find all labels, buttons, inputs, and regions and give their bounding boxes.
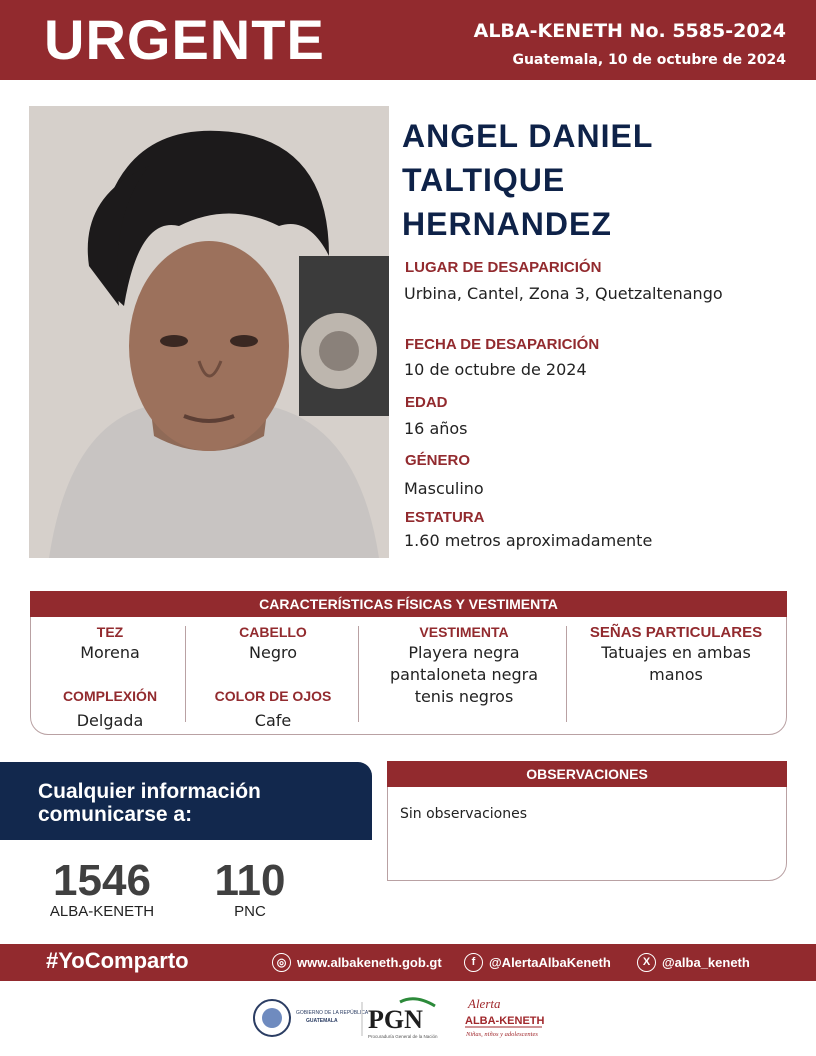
eye-color-value: Cafe bbox=[254, 711, 292, 730]
marks-line: Tatuajes en ambas bbox=[601, 643, 751, 662]
urgent-title: URGENTE bbox=[44, 8, 325, 71]
name-line: TALTIQUE bbox=[402, 162, 566, 198]
tez-label: TEZ bbox=[96, 624, 124, 640]
observations-title: OBSERVACIONES bbox=[387, 761, 787, 787]
person-name bbox=[402, 114, 802, 246]
distinguishing-marks-label: SEÑAS PARTICULARES bbox=[589, 624, 763, 641]
hair-label: CABELLO bbox=[239, 624, 307, 640]
column-divider bbox=[566, 626, 567, 722]
alerta-text: Alerta bbox=[468, 996, 501, 1011]
clothing-line: Playera negra bbox=[408, 643, 520, 662]
missing-person-photo bbox=[29, 106, 389, 558]
phone-pnc-label: PNC bbox=[234, 903, 266, 920]
alba-keneth-logo: ALBA-KENETH bbox=[465, 1015, 545, 1027]
pgn-sub: Procuraduría General de la Nación bbox=[368, 1034, 438, 1039]
height-value: 1.60 metros aproximadamente bbox=[404, 531, 653, 550]
contact-line: comunicarse a: bbox=[38, 803, 193, 826]
observations-text: Sin observaciones bbox=[400, 806, 528, 822]
sponsor-logos bbox=[250, 992, 550, 1044]
clothing-line: tenis negros bbox=[414, 687, 514, 706]
x-icon: X bbox=[637, 953, 656, 972]
contact-line: Cualquier información bbox=[38, 780, 261, 803]
portrait-illustration bbox=[29, 106, 389, 558]
gov-text-1: GOBIERNO DE LA REPÚBLICA bbox=[296, 1010, 369, 1016]
x-text: @alba_keneth bbox=[662, 954, 750, 970]
characteristics-title: CARACTERÍSTICAS FÍSICAS Y VESTIMENTA bbox=[30, 591, 787, 617]
hashtag: #YoComparto bbox=[46, 948, 189, 973]
name-line: ANGEL DANIEL bbox=[402, 118, 654, 154]
facebook-icon: f bbox=[464, 953, 483, 972]
phone-alba-keneth-label: ALBA-KENETH bbox=[49, 903, 155, 920]
hair-value: Negro bbox=[249, 643, 297, 662]
case-number: ALBA-KENETH No. 5585-2024 bbox=[473, 20, 786, 42]
marks-line: manos bbox=[649, 665, 703, 684]
name-line: HERNANDEZ bbox=[402, 206, 612, 242]
logos-graphic bbox=[250, 992, 550, 1044]
case-date: Guatemala, 10 de octubre de 2024 bbox=[512, 52, 786, 68]
disappearance-date-value: 10 de octubre de 2024 bbox=[404, 360, 587, 379]
disappearance-place-value: Urbina, Cantel, Zona 3, Quetzaltenango bbox=[404, 284, 723, 303]
phone-pnc[interactable]: 110 bbox=[214, 856, 286, 905]
facebook-link[interactable] bbox=[464, 952, 611, 972]
clothing-value bbox=[362, 642, 566, 708]
x-link[interactable] bbox=[637, 952, 750, 972]
pgn-logo: PGN bbox=[368, 1005, 423, 1034]
complexion-label: COMPLEXIÓN bbox=[62, 688, 158, 704]
distinguishing-marks-value bbox=[570, 642, 782, 686]
alba-sub: Niñas, niños y adolescentes bbox=[466, 1031, 538, 1038]
disappearance-place-label: LUGAR DE DESAPARICIÓN bbox=[405, 259, 602, 276]
website-link[interactable] bbox=[272, 952, 442, 972]
gov-text-2: GUATEMALA bbox=[306, 1018, 338, 1024]
gender-label: GÉNERO bbox=[405, 452, 471, 469]
contact-text bbox=[38, 780, 358, 826]
eye-color-label: COLOR DE OJOS bbox=[214, 688, 332, 704]
column-divider bbox=[185, 626, 186, 722]
column-divider bbox=[358, 626, 359, 722]
facebook-text: @AlertaAlbaKeneth bbox=[489, 954, 611, 970]
disappearance-date-label: FECHA DE DESAPARICIÓN bbox=[405, 336, 600, 353]
clothing-label: VESTIMENTA bbox=[419, 624, 509, 640]
gender-value: Masculino bbox=[404, 479, 484, 498]
height-label: ESTATURA bbox=[405, 509, 485, 526]
complexion-value: Delgada bbox=[76, 711, 144, 730]
tez-value: Morena bbox=[80, 643, 140, 662]
website-text: www.albakeneth.gob.gt bbox=[297, 954, 442, 970]
age-value: 16 años bbox=[404, 419, 468, 438]
age-label: EDAD bbox=[405, 394, 448, 411]
guatemala-seal-icon bbox=[254, 1000, 290, 1036]
phone-alba-keneth[interactable]: 1546 bbox=[53, 856, 151, 905]
clothing-line: pantaloneta negra bbox=[389, 665, 539, 684]
globe-icon: ◎ bbox=[272, 953, 291, 972]
